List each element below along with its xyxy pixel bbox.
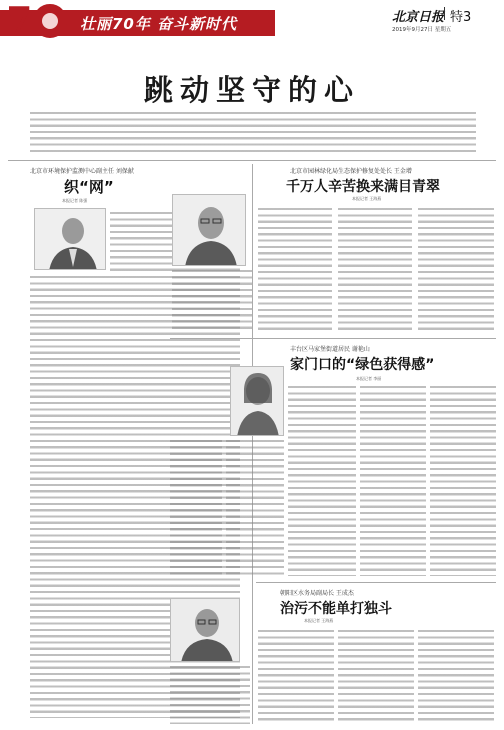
article-byline: 本报记者 王海燕 (304, 618, 334, 623)
article-text-column (360, 386, 426, 576)
portrait-photo-man-suit-icon (35, 209, 106, 270)
portrait-photo (230, 366, 284, 436)
article-byline: 本报记者 陈强 (62, 198, 88, 203)
article-headline: 千万人辛苦换来满目青翠 (286, 179, 440, 195)
lead-text-lines (30, 112, 476, 156)
article-divider (256, 582, 496, 583)
lead-divider (8, 160, 496, 161)
article-text-column (418, 630, 494, 724)
article-text-column (418, 208, 494, 332)
article-kicker: 朝阳区水务局副局长 王成杰 (280, 590, 354, 597)
article-text-column (170, 440, 222, 576)
svg-text:7: 7 (6, 2, 33, 40)
article-divider (170, 338, 496, 339)
article-wang-chengjie (256, 586, 496, 726)
article-byline: 本报记者 王海燕 (352, 196, 382, 201)
article-text-column (338, 630, 414, 724)
portrait-photo-man-glasses-icon (173, 195, 246, 266)
newspaper-name: 北京日报 (392, 10, 445, 25)
article-kicker: 北京市环境保护监测中心副主任 刘保献 (30, 168, 134, 175)
anniversary-70-logo (6, 2, 70, 38)
article-headline: 家门口的“绿色获得感” (290, 357, 435, 373)
page-title: 跳动坚守的心 (143, 73, 360, 107)
article-xie-yanshan (170, 342, 496, 578)
article-text-column (170, 666, 250, 724)
article-text-column (338, 208, 412, 332)
article-headline: 治污不能单打独斗 (280, 601, 392, 617)
article-text-column (430, 386, 496, 576)
masthead-separator (444, 7, 445, 20)
portrait-photo-man-glasses-2-icon (171, 599, 240, 662)
article-headline: 织“网” (64, 178, 114, 196)
portrait-photo (34, 208, 106, 270)
portrait-photo (170, 598, 240, 662)
article-text-column (258, 630, 334, 724)
article-text-column (172, 270, 252, 332)
article-wang-jinzeng (256, 164, 496, 334)
article-text-column (226, 440, 284, 576)
article-kicker: 北京市园林绿化局生态保护修复处处长 王金增 (290, 168, 412, 175)
article-text-column (258, 208, 332, 332)
article-kicker: 丰台区马家堡街道居民 谢艳山 (290, 346, 370, 353)
issue-date: 2019年9月27日 星期五 (392, 27, 452, 33)
anniversary-70-icon (6, 2, 70, 40)
lead-paragraph (30, 112, 476, 156)
masthead (0, 0, 504, 40)
masthead-slogan: 壮丽70年 奋斗新时代 (80, 15, 238, 33)
portrait-photo-woman-icon (231, 367, 284, 436)
article-text-column (288, 386, 356, 576)
portrait-photo (172, 194, 246, 266)
section-label: 特3 (450, 10, 472, 25)
article-byline: 本报记者 李丽 (356, 376, 382, 381)
